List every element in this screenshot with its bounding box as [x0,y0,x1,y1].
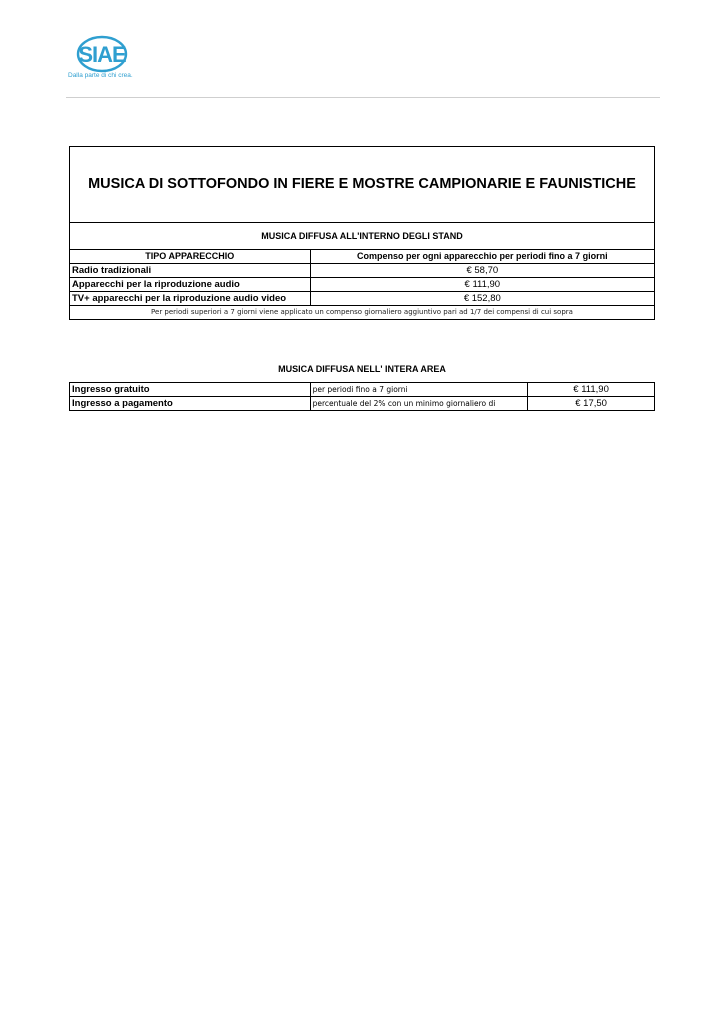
row-price: € 152,80 [310,292,654,306]
table-row [70,397,655,411]
section-subtitle: MUSICA DIFFUSA ALL'INTERNO DEGLI STAND [70,223,655,250]
column-header-type: TIPO APPARECCHIO [70,250,311,264]
section-title: MUSICA DI SOTTOFONDO IN FIERE E MOSTRE CAMPIONARIE E FAUNISTICHE [70,147,655,223]
table-row [70,383,655,397]
area-music-table [69,382,655,411]
table-row [70,264,655,278]
header-divider [66,97,660,98]
stand-music-table [69,146,655,320]
row-price: € 17,50 [528,397,655,411]
row-label: Ingresso a pagamento [70,397,311,411]
column-header-fee: Compenso per ogni apparecchio per periodi fino a 7 giorni [310,250,654,264]
row-price: € 111,90 [528,383,655,397]
row-description: percentuale del 2% con un minimo giornaliero di [310,397,528,411]
table-row [70,278,655,292]
logo-tagline: Dalla parte di chi crea. [68,72,133,79]
row-price: € 111,90 [310,278,654,292]
row-label: Apparecchi per la riproduzione audio [70,278,311,292]
row-label: Ingresso gratuito [70,383,311,397]
row-price: € 58,70 [310,264,654,278]
logo-text: SIAE [78,42,126,67]
row-label: Radio tradizionali [70,264,311,278]
row-label: TV+ apparecchi per la riproduzione audio video [70,292,311,306]
area-section-title: MUSICA DIFFUSA NELL' INTERA AREA [278,364,446,374]
table-row [70,292,655,306]
row-description: per periodi fino a 7 giorni [310,383,528,397]
siae-logo [66,34,146,88]
footnote: Per periodi superiori a 7 giorni viene applicato un compenso giornaliero aggiuntivo pari ad 1/7 dei compensi di cui sopra [70,306,655,320]
